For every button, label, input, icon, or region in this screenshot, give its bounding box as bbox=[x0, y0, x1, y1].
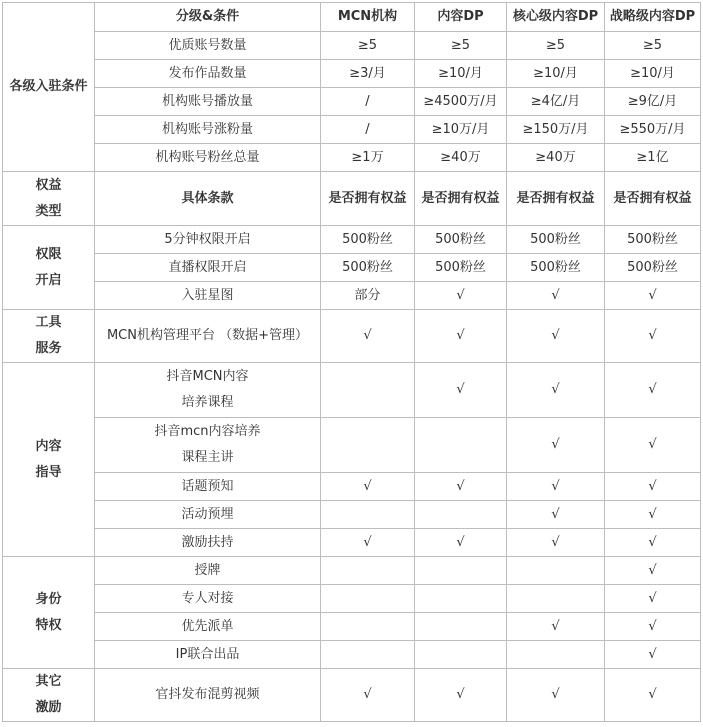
rights-value-cell: √ bbox=[507, 363, 605, 418]
rights-value-cell: 500粉丝 bbox=[415, 254, 507, 282]
rights-value-cell: √ bbox=[605, 363, 701, 418]
item-header: 具体条款 bbox=[95, 172, 321, 226]
rights-item-label bbox=[95, 613, 321, 641]
tier-header-dp: 内容DP bbox=[415, 3, 507, 32]
rights-item-label bbox=[95, 529, 321, 557]
rights-value-cell: 500粉丝 bbox=[507, 254, 605, 282]
rights-value-cell: √ bbox=[605, 418, 701, 473]
rights-type-header bbox=[3, 172, 95, 226]
rights-value-cell: √ bbox=[507, 501, 605, 529]
rights-row bbox=[3, 363, 701, 418]
condition-value: ≥9亿/月 bbox=[605, 88, 701, 116]
rights-value-cell: √ bbox=[507, 282, 605, 310]
category-line: 权限 bbox=[35, 246, 62, 262]
rights-value-cell: √ bbox=[321, 473, 415, 501]
has-right-header: 是否拥有权益 bbox=[415, 172, 507, 226]
rights-item-label-line: 授牌 bbox=[194, 562, 221, 578]
category-line: 其它 bbox=[35, 674, 62, 689]
condition-row bbox=[3, 60, 701, 88]
rights-row bbox=[3, 226, 701, 254]
rights-item-label bbox=[95, 363, 321, 418]
rights-item-label-line: 抖音MCN内容 bbox=[166, 369, 249, 384]
condition-row bbox=[3, 32, 701, 60]
category-line: 服务 bbox=[35, 341, 62, 356]
rights-value-cell: √ bbox=[507, 669, 605, 722]
condition-value: ≥5 bbox=[415, 32, 507, 60]
rights-value-cell: √ bbox=[321, 310, 415, 363]
rights-value-cell: 500粉丝 bbox=[507, 226, 605, 254]
criteria-header: 分级&条件 bbox=[95, 3, 321, 32]
condition-value: ≥10/月 bbox=[605, 60, 701, 88]
rights-item-label bbox=[95, 641, 321, 669]
rights-header-row bbox=[3, 172, 701, 226]
rights-value-cell: √ bbox=[321, 529, 415, 557]
category-line: 工具 bbox=[35, 315, 62, 330]
rights-item-label bbox=[95, 585, 321, 613]
rights-value-cell: √ bbox=[605, 282, 701, 310]
rights-item-label bbox=[95, 310, 321, 363]
rights-value-cell bbox=[507, 585, 605, 613]
condition-value: ≥10/月 bbox=[415, 60, 507, 88]
condition-value: ≥10万/月 bbox=[415, 116, 507, 144]
rights-value-cell bbox=[321, 613, 415, 641]
rights-value-cell: √ bbox=[605, 641, 701, 669]
rights-row bbox=[3, 585, 701, 613]
header-row bbox=[3, 3, 701, 32]
rights-item-label bbox=[95, 501, 321, 529]
rights-value-cell: √ bbox=[507, 310, 605, 363]
rights-value-cell bbox=[321, 418, 415, 473]
condition-label: 发布作品数量 bbox=[95, 60, 321, 88]
rights-row bbox=[3, 557, 701, 585]
rights-value-cell: √ bbox=[415, 669, 507, 722]
rights-row bbox=[3, 282, 701, 310]
rights-value-cell: √ bbox=[605, 473, 701, 501]
rights-value-cell: √ bbox=[605, 669, 701, 722]
rights-item-label bbox=[95, 473, 321, 501]
rights-value-cell bbox=[507, 557, 605, 585]
tier-header-mcn: MCN机构 bbox=[321, 3, 415, 32]
rights-value-cell: 500粉丝 bbox=[605, 254, 701, 282]
condition-label: 机构账号涨粉量 bbox=[95, 116, 321, 144]
condition-label: 优质账号数量 bbox=[95, 32, 321, 60]
rights-item-label-line: 5分钟权限开启 bbox=[164, 231, 251, 247]
rights-item-label bbox=[95, 226, 321, 254]
tier-header-core-dp: 核心级内容DP bbox=[507, 3, 605, 32]
rights-row bbox=[3, 613, 701, 641]
rights-value-cell: √ bbox=[415, 363, 507, 418]
condition-value: ≥5 bbox=[507, 32, 605, 60]
rights-value-cell: √ bbox=[605, 501, 701, 529]
rights-value-cell: √ bbox=[507, 418, 605, 473]
rights-value-cell: √ bbox=[605, 529, 701, 557]
rights-row bbox=[3, 529, 701, 557]
rights-value-cell: √ bbox=[605, 557, 701, 585]
rights-value-cell bbox=[415, 585, 507, 613]
rights-item-label-line: 抖音mcn内容培养 bbox=[154, 424, 261, 439]
rights-value-cell: 500粉丝 bbox=[321, 226, 415, 254]
category-line: 激励 bbox=[35, 700, 62, 715]
table-body bbox=[3, 3, 701, 722]
rights-value-cell: √ bbox=[415, 282, 507, 310]
rights-value-cell bbox=[507, 641, 605, 669]
rights-value-cell bbox=[321, 501, 415, 529]
rights-row bbox=[3, 473, 701, 501]
category-line: 身份 bbox=[35, 591, 62, 607]
rights-value-cell bbox=[321, 585, 415, 613]
entry-conditions-category: 各级入驻条件 bbox=[3, 3, 95, 172]
rights-item-label-line: 话题预知 bbox=[181, 478, 234, 494]
rights-item-label-line: IP联合出品 bbox=[175, 646, 240, 662]
rights-value-cell bbox=[321, 557, 415, 585]
condition-value: / bbox=[321, 116, 415, 144]
condition-row bbox=[3, 88, 701, 116]
rights-table bbox=[2, 2, 701, 722]
rights-value-cell bbox=[321, 363, 415, 418]
category-line: 指导 bbox=[35, 464, 62, 480]
rights-item-label-line: 专人对接 bbox=[181, 590, 234, 606]
rights-value-cell: √ bbox=[321, 669, 415, 722]
rights-type-header-line: 类型 bbox=[35, 203, 62, 219]
rights-value-cell: 500粉丝 bbox=[321, 254, 415, 282]
condition-row bbox=[3, 144, 701, 172]
condition-value: ≥3/月 bbox=[321, 60, 415, 88]
condition-value: ≥40万 bbox=[507, 144, 605, 172]
rights-item-label-line: MCN机构管理平台 （数据+管理） bbox=[106, 328, 309, 343]
condition-value: ≥150万/月 bbox=[507, 116, 605, 144]
rights-value-cell: 500粉丝 bbox=[605, 226, 701, 254]
permissions-category bbox=[3, 226, 95, 310]
rights-item-label-line: 激励扶持 bbox=[181, 534, 234, 550]
has-right-header: 是否拥有权益 bbox=[507, 172, 605, 226]
rights-item-label-line: 入驻星图 bbox=[181, 287, 234, 303]
rights-value-cell: √ bbox=[605, 613, 701, 641]
rights-item-label-line: 直播权限开启 bbox=[168, 259, 247, 275]
rights-item-label bbox=[95, 557, 321, 585]
rights-value-cell bbox=[321, 641, 415, 669]
rights-item-label bbox=[95, 282, 321, 310]
condition-value: ≥4亿/月 bbox=[507, 88, 605, 116]
rights-row bbox=[3, 254, 701, 282]
rights-value-cell: 500粉丝 bbox=[415, 226, 507, 254]
condition-value: ≥5 bbox=[321, 32, 415, 60]
condition-value: ≥4500万/月 bbox=[415, 88, 507, 116]
rights-item-label bbox=[95, 418, 321, 473]
rights-type-header-line: 权益 bbox=[35, 177, 62, 193]
tier-header-strategic-dp: 战略级内容DP bbox=[605, 3, 701, 32]
content-guidance-category bbox=[3, 363, 95, 557]
rights-value-cell: √ bbox=[605, 585, 701, 613]
rights-row bbox=[3, 501, 701, 529]
condition-label: 机构账号粉丝总量 bbox=[95, 144, 321, 172]
rights-value-cell bbox=[415, 501, 507, 529]
rights-item-label-line: 官抖发布混剪视频 bbox=[155, 687, 260, 702]
rights-item-label-line: 课程主讲 bbox=[181, 450, 234, 465]
rights-value-cell bbox=[415, 418, 507, 473]
condition-label: 机构账号播放量 bbox=[95, 88, 321, 116]
rights-value-cell: √ bbox=[605, 310, 701, 363]
identity-privileges-category bbox=[3, 557, 95, 669]
rights-value-cell: √ bbox=[415, 473, 507, 501]
rights-row bbox=[3, 310, 701, 363]
category-line: 开启 bbox=[35, 272, 62, 288]
rights-item-label bbox=[95, 254, 321, 282]
has-right-header: 是否拥有权益 bbox=[321, 172, 415, 226]
condition-value: ≥1亿 bbox=[605, 144, 701, 172]
rights-item-label-line: 培养课程 bbox=[181, 395, 234, 410]
tool-services-category bbox=[3, 310, 95, 363]
condition-value: ≥40万 bbox=[415, 144, 507, 172]
rights-value-cell: √ bbox=[415, 529, 507, 557]
condition-value: ≥550万/月 bbox=[605, 116, 701, 144]
rights-item-label-line: 活动预埋 bbox=[181, 506, 234, 522]
condition-value: / bbox=[321, 88, 415, 116]
condition-value: ≥10/月 bbox=[507, 60, 605, 88]
rights-value-cell: 部分 bbox=[321, 282, 415, 310]
rights-row bbox=[3, 418, 701, 473]
rights-item-label-line: 优先派单 bbox=[181, 618, 234, 634]
rights-value-cell bbox=[415, 613, 507, 641]
rights-item-label bbox=[95, 669, 321, 722]
rights-value-cell bbox=[415, 641, 507, 669]
condition-value: ≥1万 bbox=[321, 144, 415, 172]
rights-value-cell: √ bbox=[507, 529, 605, 557]
condition-value: ≥5 bbox=[605, 32, 701, 60]
category-line: 内容 bbox=[35, 438, 62, 454]
other-incentives-category bbox=[3, 669, 95, 722]
condition-row bbox=[3, 116, 701, 144]
has-right-header: 是否拥有权益 bbox=[605, 172, 701, 226]
rights-value-cell: √ bbox=[507, 473, 605, 501]
rights-row bbox=[3, 669, 701, 722]
rights-value-cell bbox=[415, 557, 507, 585]
rights-row bbox=[3, 641, 701, 669]
rights-value-cell: √ bbox=[507, 613, 605, 641]
category-line: 特权 bbox=[35, 617, 62, 633]
rights-value-cell: √ bbox=[415, 310, 507, 363]
